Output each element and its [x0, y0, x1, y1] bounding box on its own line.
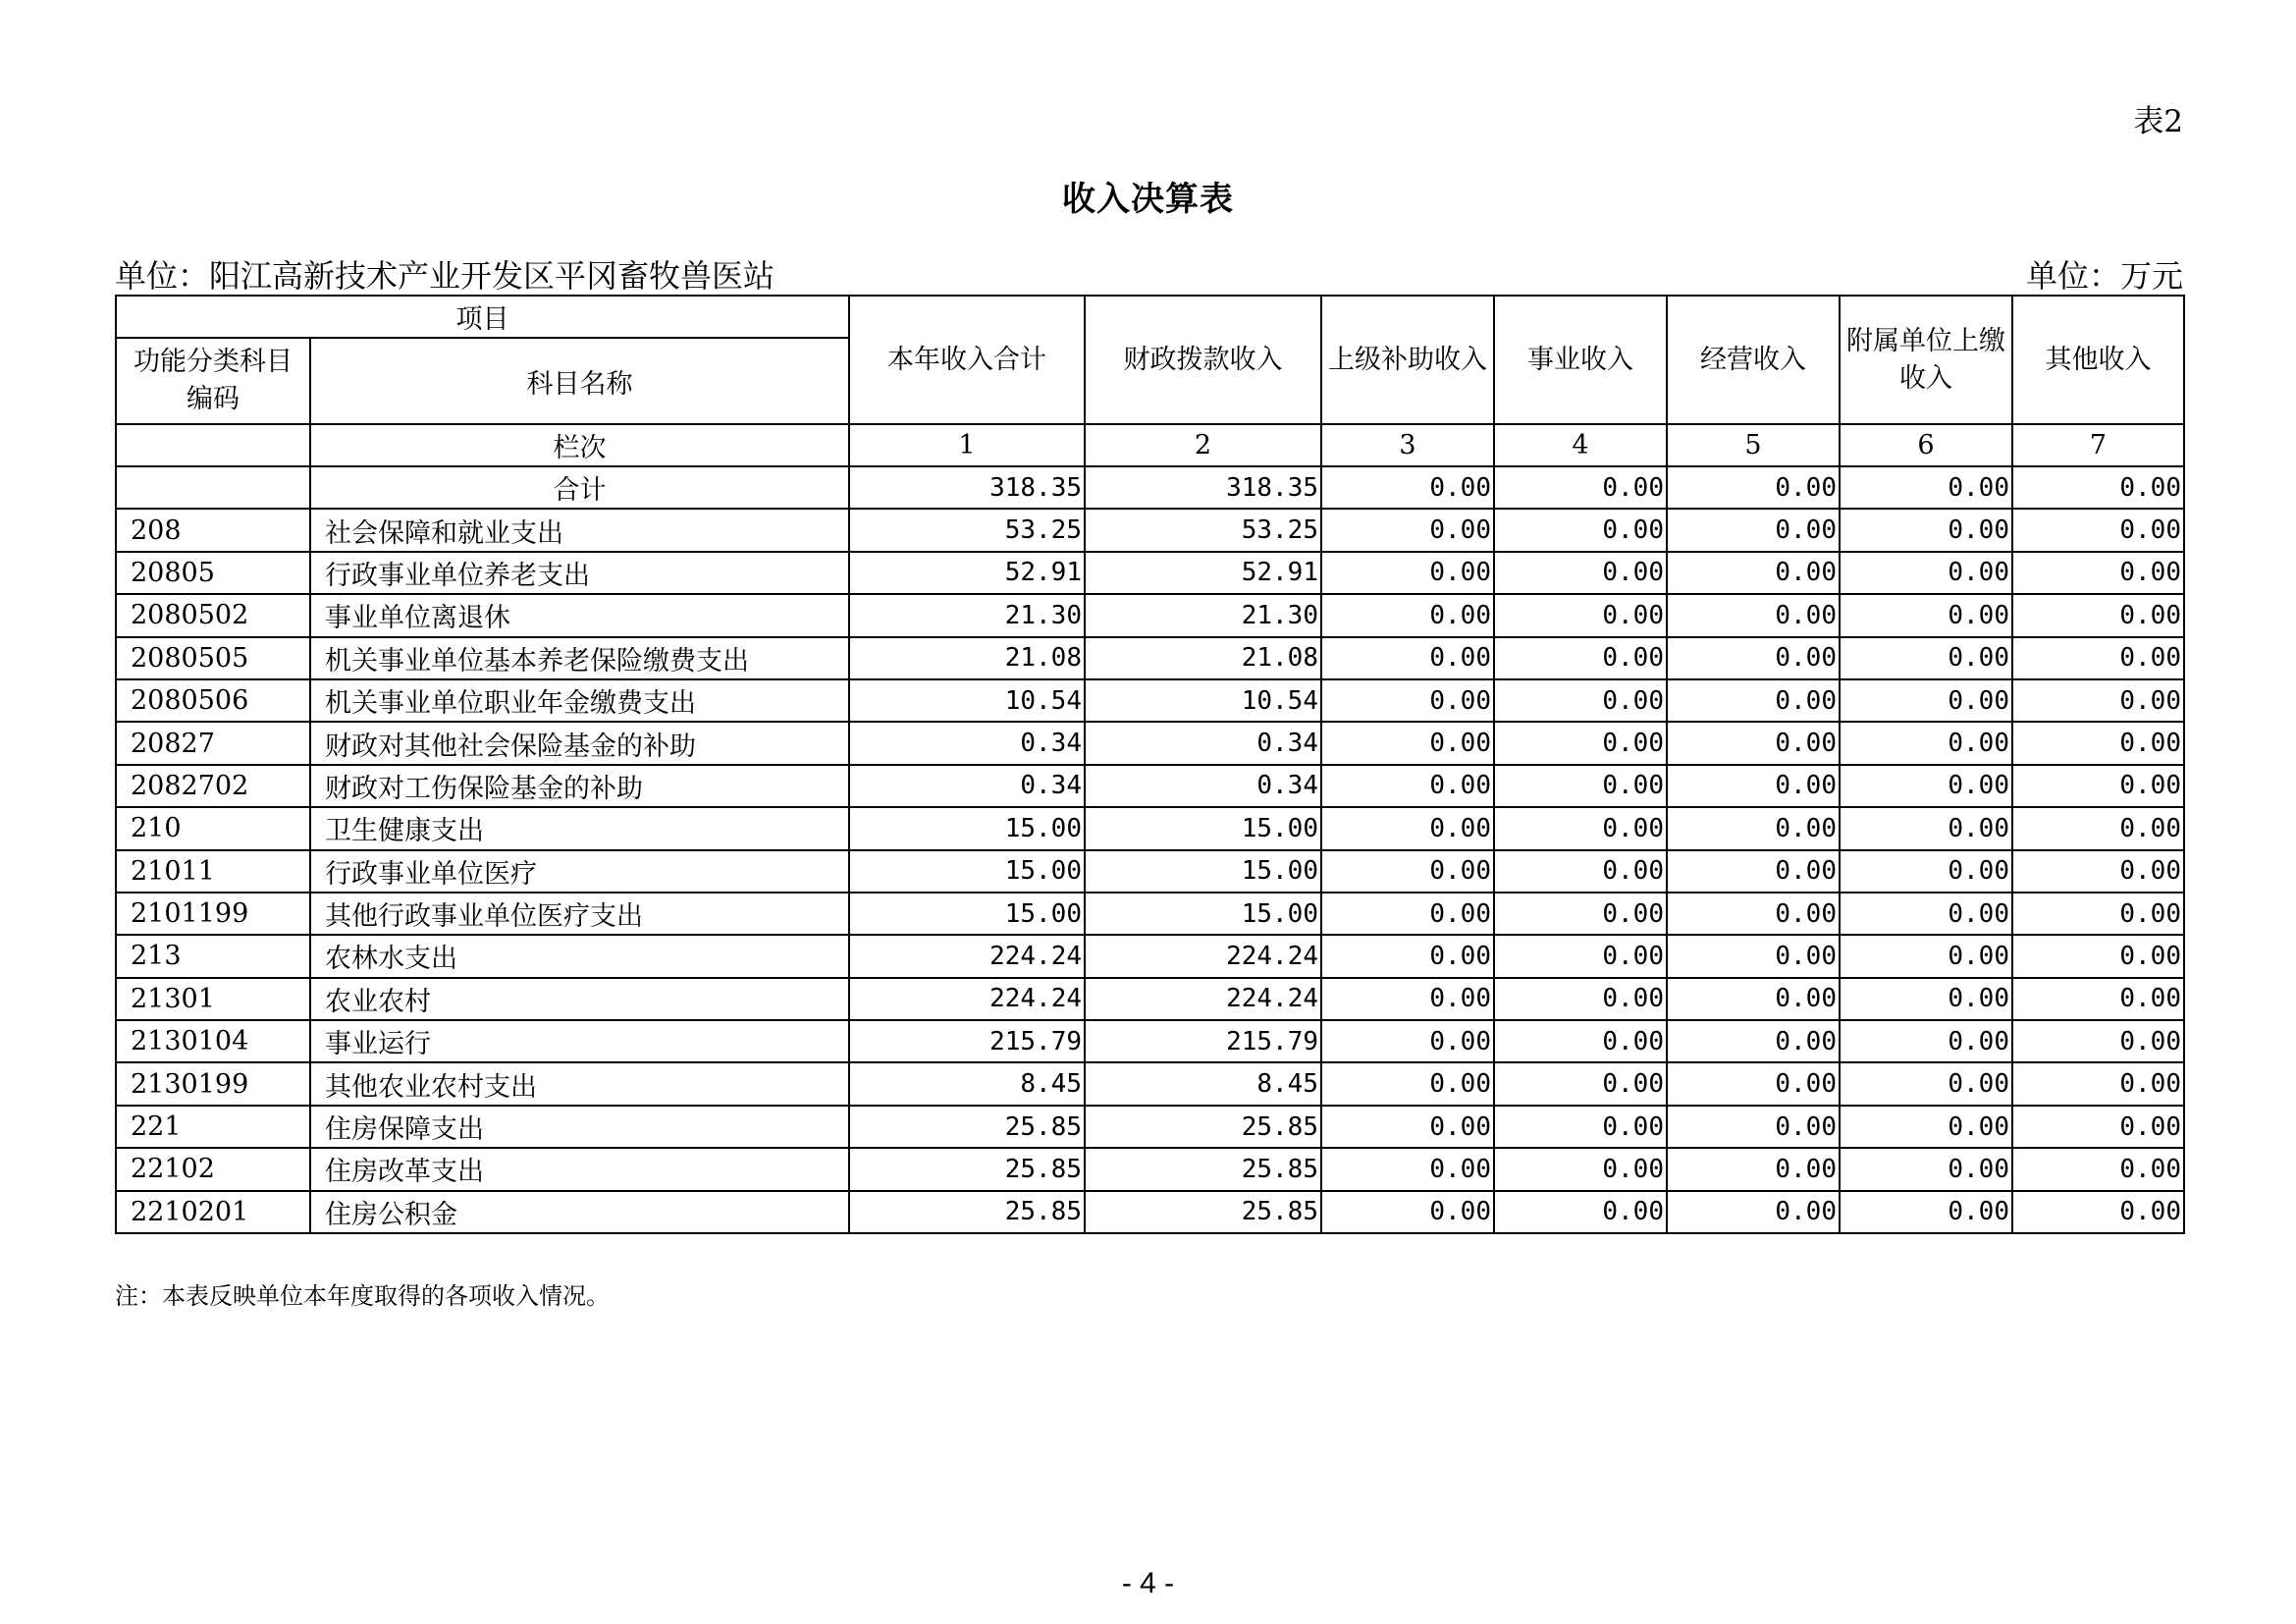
row-value-col-1: 224.24	[849, 935, 1085, 977]
row-value-col-4: 0.00	[1494, 1148, 1667, 1190]
row-value-col-3: 0.00	[1321, 978, 1494, 1020]
row-value-col-6: 0.00	[1840, 1106, 2012, 1148]
table-row	[116, 1148, 2184, 1190]
table-row	[116, 765, 2184, 807]
table-row	[116, 594, 2184, 636]
row-value-col-6: 0.00	[1840, 552, 2012, 594]
row-value-col-4: 0.00	[1494, 466, 1667, 509]
row-value-col-7: 0.00	[2012, 1020, 2184, 1062]
row-value-col-6: 0.00	[1840, 935, 2012, 977]
row-value-col-1: 25.85	[849, 1106, 1085, 1148]
index-4: 4	[1494, 424, 1667, 466]
row-name: 其他农业农村支出	[310, 1062, 849, 1105]
row-value-col-7: 0.00	[2012, 552, 2184, 594]
row-value-col-7: 0.00	[2012, 807, 2184, 849]
row-value-col-7: 0.00	[2012, 679, 2184, 722]
row-value-col-2: 25.85	[1085, 1191, 1321, 1233]
row-name: 机关事业单位基本养老保险缴费支出	[310, 637, 849, 679]
unit-currency: 单位：万元	[2025, 257, 2183, 295]
row-value-col-7: 0.00	[2012, 722, 2184, 764]
row-value-col-5: 0.00	[1667, 722, 1840, 764]
row-value-col-1: 224.24	[849, 978, 1085, 1020]
row-value-col-6: 0.00	[1840, 722, 2012, 764]
table-row	[116, 552, 2184, 594]
row-value-col-1: 8.45	[849, 1062, 1085, 1105]
row-value-col-7: 0.00	[2012, 594, 2184, 636]
row-value-col-6: 0.00	[1840, 594, 2012, 636]
row-value-col-6: 0.00	[1840, 509, 2012, 551]
page-title: 收入决算表	[1062, 180, 1234, 219]
row-value-col-2: 15.00	[1085, 893, 1321, 935]
row-code: 213	[116, 935, 310, 977]
row-value-col-2: 215.79	[1085, 1020, 1321, 1062]
row-value-col-4: 0.00	[1494, 637, 1667, 679]
table-row	[116, 978, 2184, 1020]
index-blank	[116, 424, 310, 466]
row-code: 2101199	[116, 893, 310, 935]
index-1: 1	[849, 424, 1085, 466]
row-value-col-5: 0.00	[1667, 850, 1840, 893]
row-value-col-6: 0.00	[1840, 1062, 2012, 1105]
row-value-col-4: 0.00	[1494, 978, 1667, 1020]
row-value-col-3: 0.00	[1321, 1062, 1494, 1105]
row-name: 住房公积金	[310, 1191, 849, 1233]
row-value-col-3: 0.00	[1321, 594, 1494, 636]
row-name: 行政事业单位医疗	[310, 850, 849, 893]
row-value-col-2: 224.24	[1085, 978, 1321, 1020]
table-row	[116, 679, 2184, 722]
header-col-5: 经营收入	[1667, 296, 1840, 424]
row-value-col-2: 52.91	[1085, 552, 1321, 594]
header-project: 项目	[116, 296, 849, 338]
row-value-col-5: 0.00	[1667, 637, 1840, 679]
table-row	[116, 1106, 2184, 1148]
row-value-col-2: 21.30	[1085, 594, 1321, 636]
row-value-col-3: 0.00	[1321, 1148, 1494, 1190]
row-value-col-4: 0.00	[1494, 552, 1667, 594]
row-value-col-4: 0.00	[1494, 509, 1667, 551]
row-value-col-3: 0.00	[1321, 1191, 1494, 1233]
row-code: 2130104	[116, 1020, 310, 1062]
row-value-col-6: 0.00	[1840, 850, 2012, 893]
index-label: 栏次	[310, 424, 849, 466]
row-value-col-7: 0.00	[2012, 935, 2184, 977]
row-value-col-1: 15.00	[849, 807, 1085, 849]
row-value-col-4: 0.00	[1494, 850, 1667, 893]
row-value-col-7: 0.00	[2012, 1106, 2184, 1148]
row-value-col-4: 0.00	[1494, 935, 1667, 977]
row-value-col-2: 15.00	[1085, 807, 1321, 849]
index-3: 3	[1321, 424, 1494, 466]
row-name: 农林水支出	[310, 935, 849, 977]
row-value-col-5: 0.00	[1667, 1191, 1840, 1233]
row-value-col-2: 53.25	[1085, 509, 1321, 551]
row-value-col-5: 0.00	[1667, 978, 1840, 1020]
row-code: 22102	[116, 1148, 310, 1190]
row-code: 20805	[116, 552, 310, 594]
row-value-col-4: 0.00	[1494, 1062, 1667, 1105]
row-value-col-6: 0.00	[1840, 637, 2012, 679]
row-value-col-5: 0.00	[1667, 679, 1840, 722]
header-col-2: 财政拨款收入	[1085, 296, 1321, 424]
row-value-col-2: 25.85	[1085, 1106, 1321, 1148]
row-value-col-5: 0.00	[1667, 1062, 1840, 1105]
row-value-col-3: 0.00	[1321, 722, 1494, 764]
table-row	[116, 637, 2184, 679]
index-6: 6	[1840, 424, 2012, 466]
row-value-col-6: 0.00	[1840, 978, 2012, 1020]
row-code: 21011	[116, 850, 310, 893]
row-value-col-1: 52.91	[849, 552, 1085, 594]
index-2: 2	[1085, 424, 1321, 466]
row-value-col-6: 0.00	[1840, 893, 2012, 935]
row-code: 21301	[116, 978, 310, 1020]
row-value-col-7: 0.00	[2012, 1148, 2184, 1190]
row-value-col-1: 15.00	[849, 893, 1085, 935]
row-value-col-1: 215.79	[849, 1020, 1085, 1062]
row-value-col-3: 0.00	[1321, 679, 1494, 722]
row-value-col-1: 0.34	[849, 722, 1085, 764]
row-value-col-1: 21.30	[849, 594, 1085, 636]
row-name: 行政事业单位养老支出	[310, 552, 849, 594]
row-value-col-6: 0.00	[1840, 807, 2012, 849]
row-value-col-1: 25.85	[849, 1191, 1085, 1233]
row-value-col-4: 0.00	[1494, 1020, 1667, 1062]
row-value-col-7: 0.00	[2012, 893, 2184, 935]
row-value-col-3: 0.00	[1321, 552, 1494, 594]
row-value-col-5: 0.00	[1667, 807, 1840, 849]
row-value-col-3: 0.00	[1321, 637, 1494, 679]
row-value-col-3: 0.00	[1321, 466, 1494, 509]
row-value-col-5: 0.00	[1667, 509, 1840, 551]
header-row-project	[116, 296, 2184, 338]
row-code: 208	[116, 509, 310, 551]
row-value-col-7: 0.00	[2012, 466, 2184, 509]
income-final-accounts-table	[115, 295, 2185, 1234]
row-value-col-1: 318.35	[849, 466, 1085, 509]
row-value-col-4: 0.00	[1494, 594, 1667, 636]
row-value-col-7: 0.00	[2012, 509, 2184, 551]
header-name: 科目名称	[310, 338, 849, 424]
row-value-col-5: 0.00	[1667, 1020, 1840, 1062]
row-name: 财政对其他社会保险基金的补助	[310, 722, 849, 764]
row-value-col-3: 0.00	[1321, 893, 1494, 935]
row-code: 2080505	[116, 637, 310, 679]
header-col-1: 本年收入合计	[849, 296, 1085, 424]
row-code: 2130199	[116, 1062, 310, 1105]
unit-organization: 单位：阳江高新技术产业开发区平冈畜牧兽医站	[115, 257, 775, 295]
table-row	[116, 935, 2184, 977]
header-col-4: 事业收入	[1494, 296, 1667, 424]
table-row	[116, 509, 2184, 551]
row-value-col-5: 0.00	[1667, 893, 1840, 935]
footnote: 注：本表反映单位本年度取得的各项收入情况。	[115, 1282, 610, 1310]
index-5: 5	[1667, 424, 1840, 466]
table-row	[116, 807, 2184, 849]
table-row	[116, 1062, 2184, 1105]
row-value-col-3: 0.00	[1321, 935, 1494, 977]
row-name: 事业单位离退休	[310, 594, 849, 636]
row-value-col-1: 0.34	[849, 765, 1085, 807]
row-name: 合计	[310, 466, 849, 509]
row-code: 2080506	[116, 679, 310, 722]
header-col-6: 附属单位上缴收入	[1840, 296, 2012, 424]
row-code: 2210201	[116, 1191, 310, 1233]
row-name: 财政对工伤保险基金的补助	[310, 765, 849, 807]
row-value-col-7: 0.00	[2012, 765, 2184, 807]
row-name: 事业运行	[310, 1020, 849, 1062]
row-name: 社会保障和就业支出	[310, 509, 849, 551]
row-name: 其他行政事业单位医疗支出	[310, 893, 849, 935]
row-value-col-1: 53.25	[849, 509, 1085, 551]
row-value-col-4: 0.00	[1494, 1106, 1667, 1148]
row-name: 机关事业单位职业年金缴费支出	[310, 679, 849, 722]
row-code: 2082702	[116, 765, 310, 807]
row-value-col-1: 15.00	[849, 850, 1085, 893]
row-value-col-6: 0.00	[1840, 1020, 2012, 1062]
row-code: 221	[116, 1106, 310, 1148]
row-value-col-6: 0.00	[1840, 679, 2012, 722]
row-value-col-2: 8.45	[1085, 1062, 1321, 1105]
row-value-col-6: 0.00	[1840, 765, 2012, 807]
row-code: 210	[116, 807, 310, 849]
row-value-col-5: 0.00	[1667, 1106, 1840, 1148]
table-number: 表2	[2133, 104, 2183, 139]
row-value-col-4: 0.00	[1494, 893, 1667, 935]
row-value-col-7: 0.00	[2012, 978, 2184, 1020]
page-number: - 4 -	[1121, 1567, 1175, 1599]
header-code: 功能分类科目编码	[116, 338, 310, 424]
table-row	[116, 850, 2184, 893]
row-value-col-4: 0.00	[1494, 765, 1667, 807]
row-value-col-3: 0.00	[1321, 807, 1494, 849]
row-value-col-2: 25.85	[1085, 1148, 1321, 1190]
table-row	[116, 722, 2184, 764]
row-value-col-2: 318.35	[1085, 466, 1321, 509]
row-value-col-2: 0.34	[1085, 765, 1321, 807]
row-value-col-1: 25.85	[849, 1148, 1085, 1190]
row-value-col-1: 21.08	[849, 637, 1085, 679]
table-row	[116, 466, 2184, 509]
row-value-col-3: 0.00	[1321, 850, 1494, 893]
row-code: 20827	[116, 722, 310, 764]
row-value-col-2: 224.24	[1085, 935, 1321, 977]
row-value-col-2: 15.00	[1085, 850, 1321, 893]
table-row	[116, 893, 2184, 935]
row-value-col-7: 0.00	[2012, 637, 2184, 679]
table-row	[116, 1191, 2184, 1233]
header-col-3: 上级补助收入	[1321, 296, 1494, 424]
row-value-col-3: 0.00	[1321, 509, 1494, 551]
row-name: 住房改革支出	[310, 1148, 849, 1190]
row-value-col-4: 0.00	[1494, 1191, 1667, 1233]
row-value-col-5: 0.00	[1667, 552, 1840, 594]
row-value-col-5: 0.00	[1667, 1148, 1840, 1190]
row-value-col-5: 0.00	[1667, 765, 1840, 807]
row-name: 农业农村	[310, 978, 849, 1020]
header-row-index	[116, 424, 2184, 466]
row-value-col-4: 0.00	[1494, 807, 1667, 849]
index-7: 7	[2012, 424, 2184, 466]
row-value-col-7: 0.00	[2012, 1062, 2184, 1105]
row-value-col-3: 0.00	[1321, 1020, 1494, 1062]
row-value-col-3: 0.00	[1321, 765, 1494, 807]
row-value-col-2: 0.34	[1085, 722, 1321, 764]
row-value-col-3: 0.00	[1321, 1106, 1494, 1148]
row-name: 卫生健康支出	[310, 807, 849, 849]
row-value-col-6: 0.00	[1840, 1191, 2012, 1233]
row-name: 住房保障支出	[310, 1106, 849, 1148]
row-value-col-2: 21.08	[1085, 637, 1321, 679]
row-value-col-1: 10.54	[849, 679, 1085, 722]
row-code	[116, 466, 310, 509]
row-value-col-7: 0.00	[2012, 850, 2184, 893]
row-code: 2080502	[116, 594, 310, 636]
row-value-col-5: 0.00	[1667, 594, 1840, 636]
header-col-7: 其他收入	[2012, 296, 2184, 424]
row-value-col-4: 0.00	[1494, 722, 1667, 764]
row-value-col-4: 0.00	[1494, 679, 1667, 722]
row-value-col-6: 0.00	[1840, 1148, 2012, 1190]
row-value-col-5: 0.00	[1667, 935, 1840, 977]
row-value-col-6: 0.00	[1840, 466, 2012, 509]
table-row	[116, 1020, 2184, 1062]
row-value-col-5: 0.00	[1667, 466, 1840, 509]
row-value-col-7: 0.00	[2012, 1191, 2184, 1233]
row-value-col-2: 10.54	[1085, 679, 1321, 722]
